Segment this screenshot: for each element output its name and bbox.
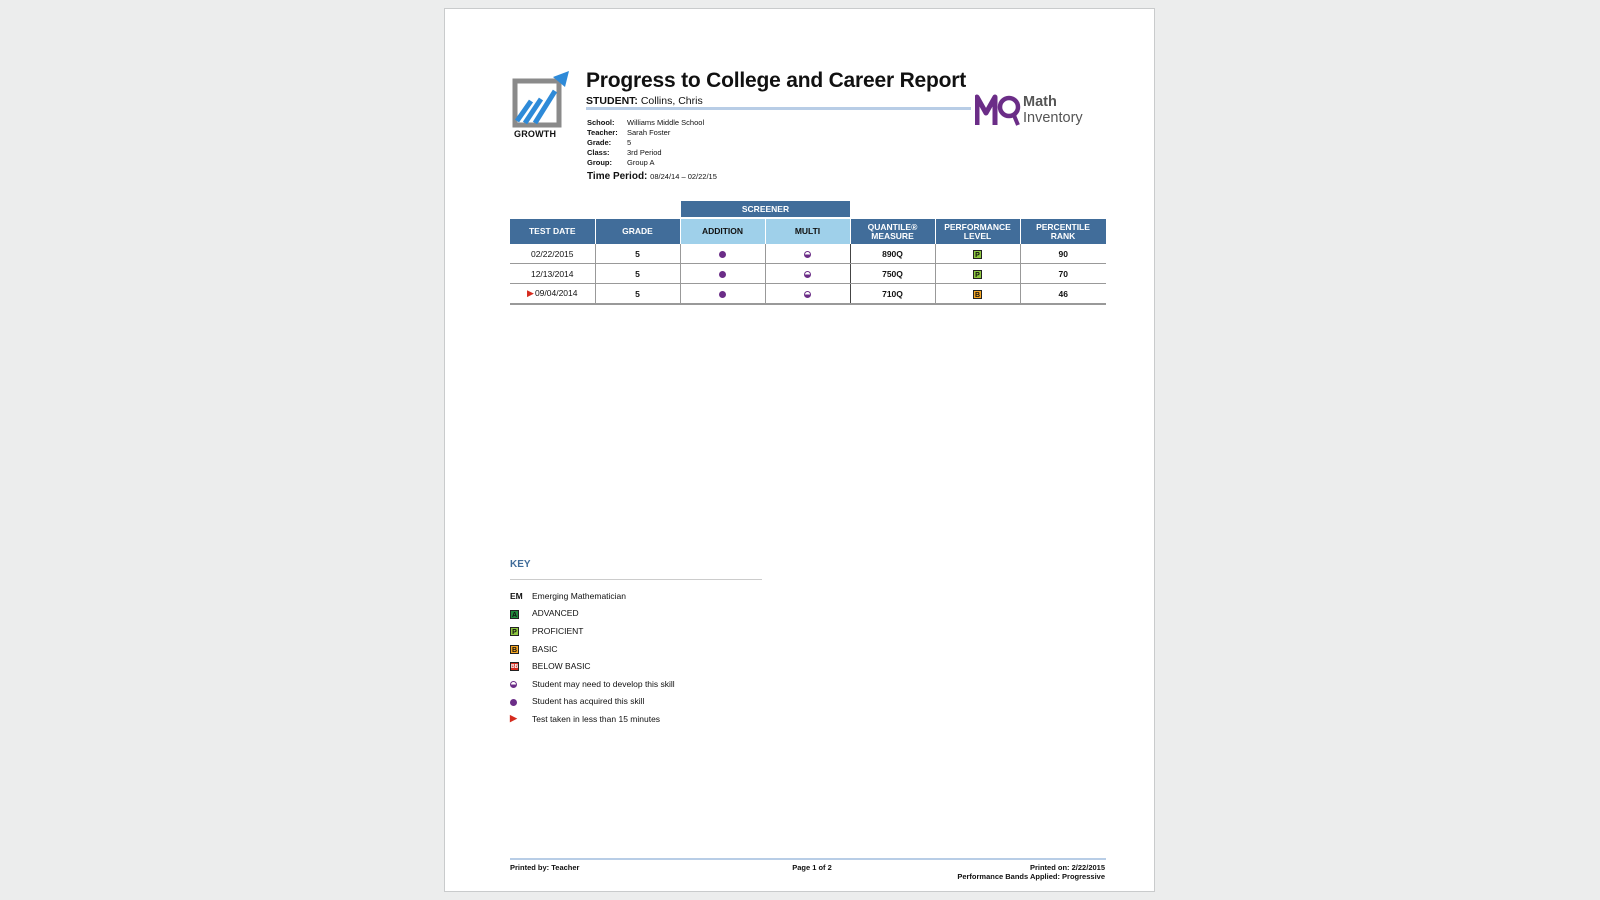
proficient-badge: P [973, 250, 982, 259]
key-label: Student has acquired this skill [532, 696, 645, 707]
col-quantile-line1: QUANTILE® [867, 221, 918, 232]
col-performance [935, 219, 1020, 244]
basic-badge: B [974, 291, 981, 299]
advanced-badge: A [511, 611, 518, 619]
cell-grade: 5 [595, 244, 680, 264]
growth-label: GROWTH [514, 129, 557, 139]
col-performance-line2: LEVEL [963, 230, 992, 241]
col-quantile [850, 219, 935, 244]
proficient-badge: P [973, 270, 982, 279]
info-label: Class: [587, 148, 610, 157]
cell-addition [680, 264, 765, 284]
test-date: 12/13/2014 [530, 268, 574, 279]
basic-badge: B [511, 646, 518, 654]
info-row-grade [587, 138, 704, 148]
brand-name [1023, 94, 1083, 126]
growth-logo-icon [511, 71, 569, 131]
info-row-class [587, 148, 704, 158]
key-label: Student may need to develop this skill [532, 678, 675, 689]
red-flag-icon: ▶ [527, 288, 534, 298]
report-title: Progress to College and Career Report [586, 69, 967, 92]
key-list [510, 587, 675, 728]
cell-date [510, 264, 595, 284]
key-title: KEY [510, 559, 531, 570]
cell-quantile: 750Q [850, 264, 935, 284]
key-item-below-basic [510, 657, 675, 675]
em-symbol: EM [510, 590, 523, 601]
develop-dot-icon [804, 291, 811, 298]
key-label: Test taken in less than 15 minutes [532, 713, 661, 724]
acquired-dot-icon [719, 251, 726, 258]
cell-date [510, 244, 595, 264]
cell-multi [765, 284, 850, 305]
key-label: BASIC [532, 643, 558, 654]
table-row [510, 284, 1106, 305]
proficient-badge: P [510, 627, 519, 636]
time-period-label: Time Period: [587, 171, 648, 182]
col-grade: GRADE [595, 219, 680, 244]
key-label: ADVANCED [532, 608, 579, 619]
table-row [510, 244, 1106, 264]
brand-line-2: Inventory [1023, 110, 1083, 126]
info-value: Sarah Foster [627, 128, 671, 137]
col-percentile-line1: PERCENTILE [1036, 221, 1090, 232]
key-label: Emerging Mathematician [532, 590, 627, 601]
time-period-value: 08/24/14 – 02/22/15 [650, 172, 717, 181]
develop-dot-icon [804, 251, 811, 258]
info-label: Teacher: [587, 128, 618, 137]
test-date: 09/04/2014 [534, 288, 578, 298]
page-number: Page 1 of 2 [792, 863, 832, 872]
cell-percentile: 70 [1020, 264, 1106, 284]
key-item-develop [510, 675, 675, 693]
printed-on: Printed on: 2/22/2015 [1029, 863, 1105, 872]
brand-line-1: Math [1023, 94, 1057, 110]
col-percentile [1020, 219, 1106, 244]
key-item-em [510, 587, 675, 605]
col-test-date: TEST DATE [510, 219, 595, 244]
info-row-teacher [587, 128, 704, 138]
col-quantile-line2: MEASURE [871, 230, 914, 241]
info-value: 3rd Period [627, 148, 662, 157]
table-row [510, 264, 1106, 284]
performance-bands: Performance Bands Applied: Progressive [957, 872, 1105, 881]
col-percentile-line2: RANK [1050, 230, 1076, 241]
cell-level [935, 264, 1020, 284]
table-header-row [510, 219, 1106, 244]
half-dot-icon [510, 681, 517, 688]
student-line [586, 95, 703, 107]
col-performance-line1: PERFORMANCE [944, 221, 1011, 232]
cell-percentile: 46 [1020, 284, 1106, 305]
cell-grade: 5 [595, 284, 680, 305]
cell-level [935, 244, 1020, 264]
screener-header: SCREENER [681, 201, 850, 217]
info-row-school [587, 118, 704, 128]
key-rule [510, 579, 762, 580]
cell-date [510, 284, 595, 305]
footer-rule [510, 858, 1106, 860]
cell-quantile: 710Q [850, 284, 935, 305]
key-label: PROFICIENT [532, 625, 584, 636]
info-label: Group: [587, 158, 612, 167]
col-multi: MULTI [765, 219, 850, 244]
cell-multi [765, 264, 850, 284]
red-flag-icon: ▶ [510, 713, 517, 724]
develop-dot-icon [804, 271, 811, 278]
footer-right [957, 863, 1105, 881]
printed-by: Printed by: Teacher [510, 863, 580, 872]
info-value: Group A [627, 158, 655, 167]
student-info [587, 118, 704, 168]
below-basic-badge: BB [511, 664, 519, 671]
acquired-dot-icon [719, 271, 726, 278]
cell-grade: 5 [595, 264, 680, 284]
acquired-dot-icon [719, 291, 726, 298]
cell-addition [680, 284, 765, 305]
key-item-acquired [510, 693, 675, 711]
info-row-group [587, 158, 704, 168]
time-period [587, 171, 717, 182]
key-label: BELOW BASIC [532, 661, 591, 672]
cell-quantile: 890Q [850, 244, 935, 264]
key-item-proficient [510, 622, 675, 640]
cell-multi [765, 244, 850, 264]
student-label: STUDENT: [586, 95, 638, 107]
key-item-advanced [510, 605, 675, 623]
results-table [510, 219, 1107, 305]
cell-level [935, 284, 1020, 305]
student-name: Collins, Chris [640, 95, 703, 107]
cell-addition [680, 244, 765, 264]
info-label: Grade: [587, 138, 612, 147]
test-date: 02/22/2015 [530, 248, 574, 259]
info-label: School: [587, 118, 615, 127]
full-dot-icon [510, 699, 517, 706]
info-value: 5 [627, 138, 632, 147]
key-item-time-flag [510, 710, 675, 728]
info-value: Williams Middle School [627, 118, 705, 127]
cell-percentile: 90 [1020, 244, 1106, 264]
title-rule [586, 107, 971, 110]
report-page [444, 8, 1155, 892]
col-addition: ADDITION [680, 219, 765, 244]
key-item-basic [510, 640, 675, 658]
